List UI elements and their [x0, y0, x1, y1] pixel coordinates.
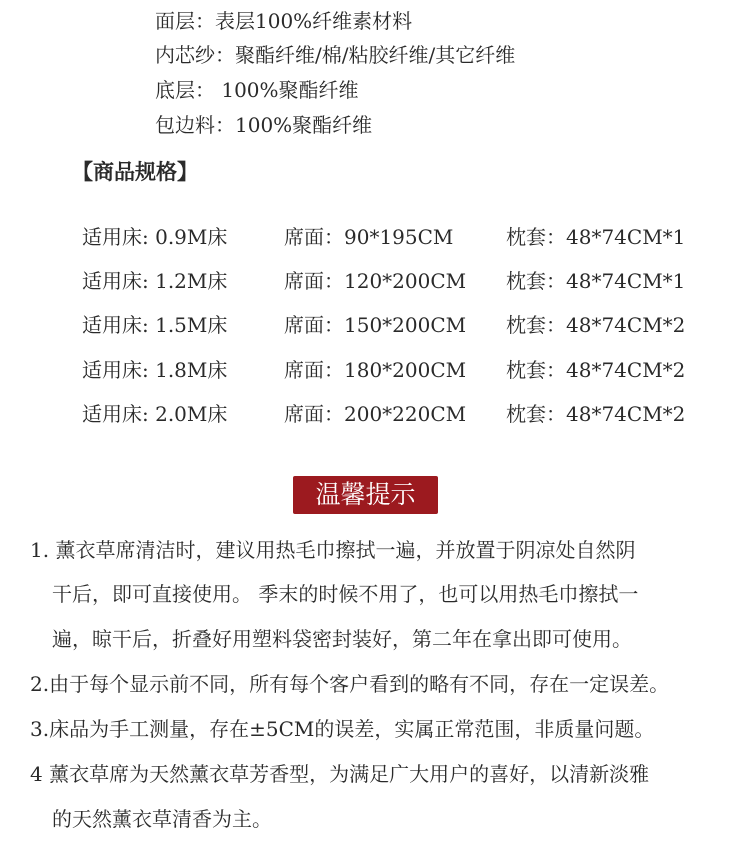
spec-heading: 【商品规格】: [72, 159, 198, 184]
material-label: 面层：: [155, 9, 215, 33]
spec-row: [0, 355, 750, 385]
spec-pillow-size: 枕套：48*74CM*2: [506, 358, 686, 382]
tip-line: 3.床品为手工测量，存在±5CM的误差，实属正常范围，非质量问题。: [30, 717, 655, 741]
spec-mat-size: 席面：180*200CM: [284, 358, 467, 382]
spec-mat-size: 席面：200*220CM: [284, 402, 467, 426]
spec-mat-size: 席面：90*195CM: [284, 225, 454, 249]
spec-pillow-size: 枕套：48*74CM*2: [506, 313, 686, 337]
material-label: 底层：: [155, 78, 215, 102]
spec-bed-size: 适用床: 1.5M床: [82, 313, 228, 337]
tip-line: 4 薰衣草席为天然薰衣草芳香型，为满足广大用户的喜好，以清新淡雅: [30, 762, 650, 786]
tip-line: 遍，晾干后，折叠好用塑料袋密封装好，第二年在拿出即可使用。: [52, 627, 632, 651]
tip-line: 干后，即可直接使用。 季末的时候不用了，也可以用热毛巾擦拭一: [52, 582, 639, 606]
tip-line: 2.由于每个显示前不同，所有每个客户看到的略有不同，存在一定误差。: [30, 672, 670, 696]
spec-pillow-size: 枕套：48*74CM*1: [506, 269, 686, 293]
material-value: 100%聚酯纤维: [235, 113, 373, 137]
spec-row: [0, 222, 750, 252]
material-value: 聚酯纤维/棉/粘胶纤维/其它纤维: [235, 43, 516, 67]
spec-bed-size: 适用床: 1.2M床: [82, 269, 228, 293]
spec-pillow-size: 枕套：48*74CM*1: [506, 225, 686, 249]
material-line-core: [155, 42, 515, 68]
spec-row: [0, 399, 750, 429]
tip-line: 1. 薰衣草席清洁时，建议用热毛巾擦拭一遍，并放置于阴凉处自然阴: [30, 538, 636, 562]
material-label: 包边料：: [155, 113, 235, 137]
spec-pillow-size: 枕套：48*74CM*2: [506, 402, 686, 426]
spec-mat-size: 席面：120*200CM: [284, 269, 467, 293]
tip-line: 的天然薰衣草清香为主。: [52, 807, 272, 831]
material-label: 内芯纱：: [155, 43, 235, 67]
spec-bed-size: 适用床: 2.0M床: [82, 402, 228, 426]
spec-row: [0, 310, 750, 340]
material-line-bottom: [155, 77, 359, 103]
spec-bed-size: 适用床: 0.9M床: [82, 225, 228, 249]
material-value: 表层100%纤维素材料: [215, 9, 413, 33]
material-line-edging: [155, 112, 372, 138]
spec-mat-size: 席面：150*200CM: [284, 313, 467, 337]
spec-row: [0, 266, 750, 296]
tips-banner: 温馨提示: [293, 476, 438, 514]
spec-bed-size: 适用床: 1.8M床: [82, 358, 228, 382]
material-line-surface: [155, 8, 412, 34]
material-value: 100%聚酯纤维: [215, 78, 359, 102]
